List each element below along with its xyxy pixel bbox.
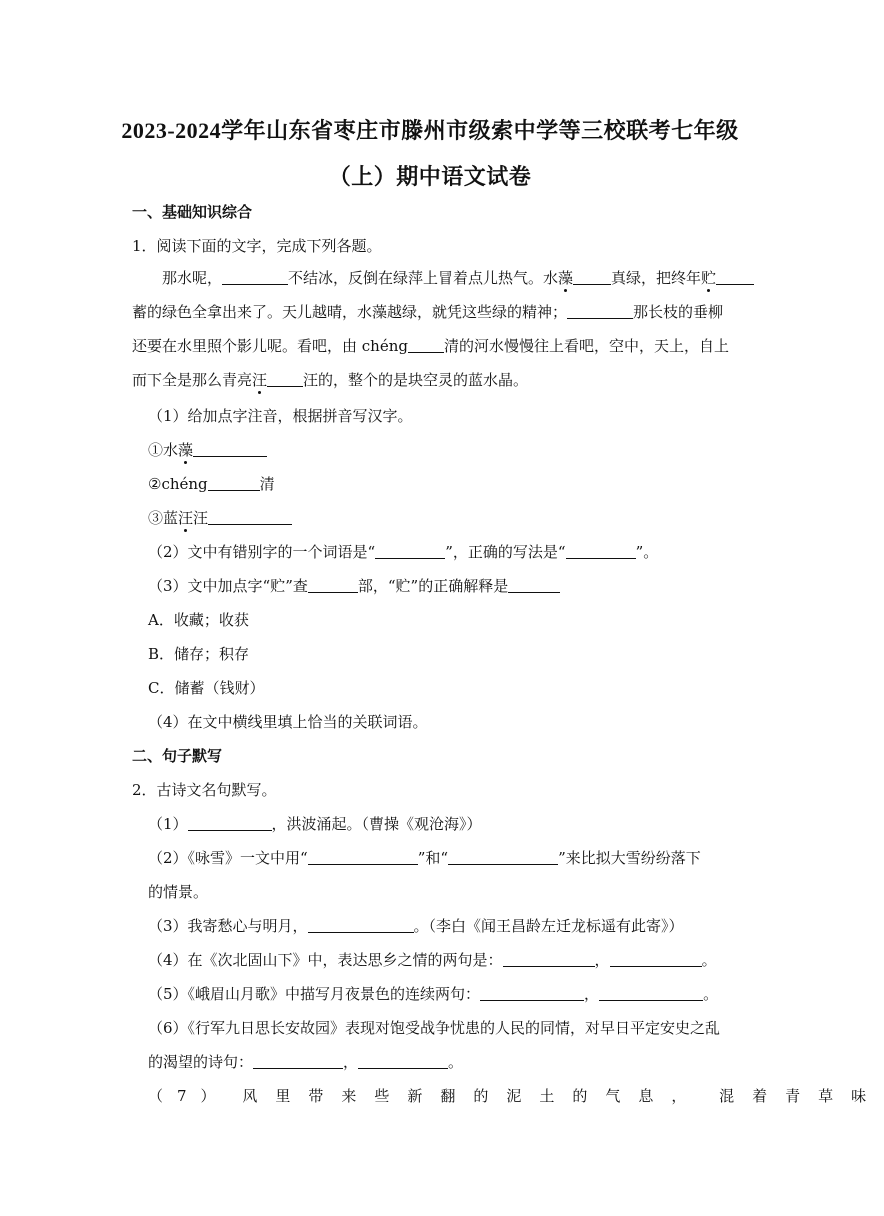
answer-blank[interactable]: [308, 577, 358, 593]
sub-question: （4）在文中横线里填上恰当的关联词语。: [148, 713, 428, 731]
passage-line: [162, 268, 754, 288]
question-stem: 1．阅读下面的文字，完成下列各题。: [132, 237, 382, 255]
recitation-item: （6）《行军九日思长安故园》表现对饱受战争忧患的人民的同情，对早日平定安史之乱: [148, 1019, 721, 1037]
passage-text: 而下全是那么青亮: [132, 371, 253, 389]
item-text: ”来比拟大雪纷纷落下: [558, 849, 701, 867]
answer-blank[interactable]: [375, 543, 445, 559]
section-heading: 二、句子默写: [132, 747, 223, 765]
passage-text: 蓄的绿色全拿出来了。天儿越晴，水藻越绿，就凭这些绿的精神；: [132, 303, 568, 321]
passage-text: 还要在水里照个影儿呢。看吧，由 chéng: [132, 337, 408, 355]
answer-blank[interactable]: [610, 951, 702, 967]
answer-blank[interactable]: [208, 475, 260, 491]
recitation-item-continued: 的情景。: [148, 883, 209, 901]
answer-blank[interactable]: [208, 509, 292, 525]
recitation-item: [148, 950, 717, 970]
item-text: ，: [343, 1053, 359, 1071]
item-text: ，: [594, 951, 610, 969]
passage-line: [132, 336, 729, 356]
item-label: ①水: [148, 441, 179, 459]
answer-blank[interactable]: [308, 849, 418, 865]
item-text: 清: [259, 475, 275, 493]
sub-question: （1）给加点字注音，根据拼音写汉字。: [148, 407, 413, 425]
answer-blank[interactable]: [358, 1053, 448, 1069]
dotted-character: 藻: [558, 269, 574, 287]
recitation-item: [148, 848, 701, 868]
item-text: （2）《咏雪》一文中用“: [148, 849, 308, 867]
section-heading: 一、基础知识综合: [132, 203, 253, 221]
item-text: ”和“: [417, 849, 449, 867]
item-label: ③蓝: [148, 509, 179, 527]
dotted-character: 贮: [701, 269, 717, 287]
dotted-character: 藻: [178, 441, 194, 459]
sub-question-text: （2）文中有错别字的一个词语是“: [148, 543, 376, 561]
answer-blank[interactable]: [503, 951, 595, 967]
item-label: （1）: [148, 815, 188, 833]
fill-item: [148, 440, 267, 460]
answer-blank[interactable]: [716, 269, 754, 285]
passage-text: 汪的，整个的是块空灵的蓝水晶。: [303, 371, 529, 389]
item-text: （3）我寄愁心与明月，: [148, 917, 308, 935]
item-text: 。: [448, 1053, 464, 1071]
fill-item: [148, 508, 292, 528]
passage-line: [132, 302, 723, 322]
sub-question-text: 部，“贮”的正确解释是: [357, 577, 509, 595]
item-text: 混着青草味: [719, 1087, 884, 1105]
passage-text: 清的河水慢慢往上看吧，空中，天上，自上: [443, 337, 729, 355]
recitation-item: [148, 984, 718, 1004]
item-text: （5）《峨眉山月歌》中描写月夜景色的连续两句：: [148, 985, 481, 1003]
item-text: 。（李白《闻王昌龄左迁龙标遥有此寄》）: [413, 917, 684, 935]
passage-text: 真绿，把终年: [611, 269, 702, 287]
item-text: （4）在《次北固山下》中，表达思乡之情的两句是：: [148, 951, 503, 969]
exam-title-line1: 2023-2024学年山东省枣庄市滕州市级索中学等三校联考七年级: [121, 118, 739, 143]
passage-text: 那水呢，: [162, 269, 223, 287]
sub-question-text: ”。: [635, 543, 659, 561]
dotted-character: 汪: [178, 509, 194, 527]
item-text: ，: [584, 985, 600, 1003]
sub-question: [148, 576, 560, 596]
answer-blank[interactable]: [188, 815, 272, 831]
answer-blank[interactable]: [222, 269, 288, 285]
passage-text: 不结冰，反倒在绿萍上冒着点儿热气。水: [288, 269, 559, 287]
exam-title-line2: （上）期中语文试卷: [328, 164, 532, 189]
option-a[interactable]: A．收藏；收获: [148, 611, 249, 629]
answer-blank[interactable]: [508, 577, 560, 593]
item-text: ，洪波涌起。（曹操《观沧海》）: [271, 815, 482, 833]
recitation-item: [148, 814, 482, 834]
option-c[interactable]: C．储蓄（钱财）: [148, 679, 265, 697]
answer-blank[interactable]: [599, 985, 703, 1001]
item-label: ②chéng: [148, 475, 208, 493]
dotted-character: 汪: [252, 371, 268, 389]
answer-blank[interactable]: [308, 917, 414, 933]
question-stem: 2．古诗文名句默写。: [132, 781, 277, 799]
option-b[interactable]: B．储存；积存: [148, 645, 250, 663]
item-text: 汪: [193, 509, 209, 527]
item-text: 的渴望的诗句：: [148, 1053, 254, 1071]
item-text: 风里带来些新翻的泥土的气息，: [242, 1087, 705, 1105]
answer-blank[interactable]: [267, 371, 303, 387]
answer-blank[interactable]: [480, 985, 584, 1001]
sub-question-text: （3）文中加点字“贮”查: [148, 577, 308, 595]
answer-blank[interactable]: [573, 269, 611, 285]
recitation-item-continued: [148, 1052, 463, 1072]
recitation-item: [148, 1086, 884, 1106]
answer-blank[interactable]: [253, 1053, 343, 1069]
item-text: 。: [703, 985, 719, 1003]
answer-blank[interactable]: [408, 337, 444, 353]
fill-item: [148, 474, 275, 494]
recitation-item: [148, 916, 684, 936]
sub-question: [148, 542, 658, 562]
sub-question-text: ”，正确的写法是“: [445, 543, 566, 561]
answer-blank[interactable]: [448, 849, 558, 865]
item-text: 。: [701, 951, 717, 969]
answer-blank[interactable]: [193, 441, 267, 457]
answer-blank[interactable]: [567, 303, 633, 319]
item-label: （7）: [148, 1087, 230, 1105]
answer-blank[interactable]: [566, 543, 636, 559]
passage-text: 那长枝的垂柳: [633, 303, 724, 321]
passage-line: [132, 370, 528, 390]
